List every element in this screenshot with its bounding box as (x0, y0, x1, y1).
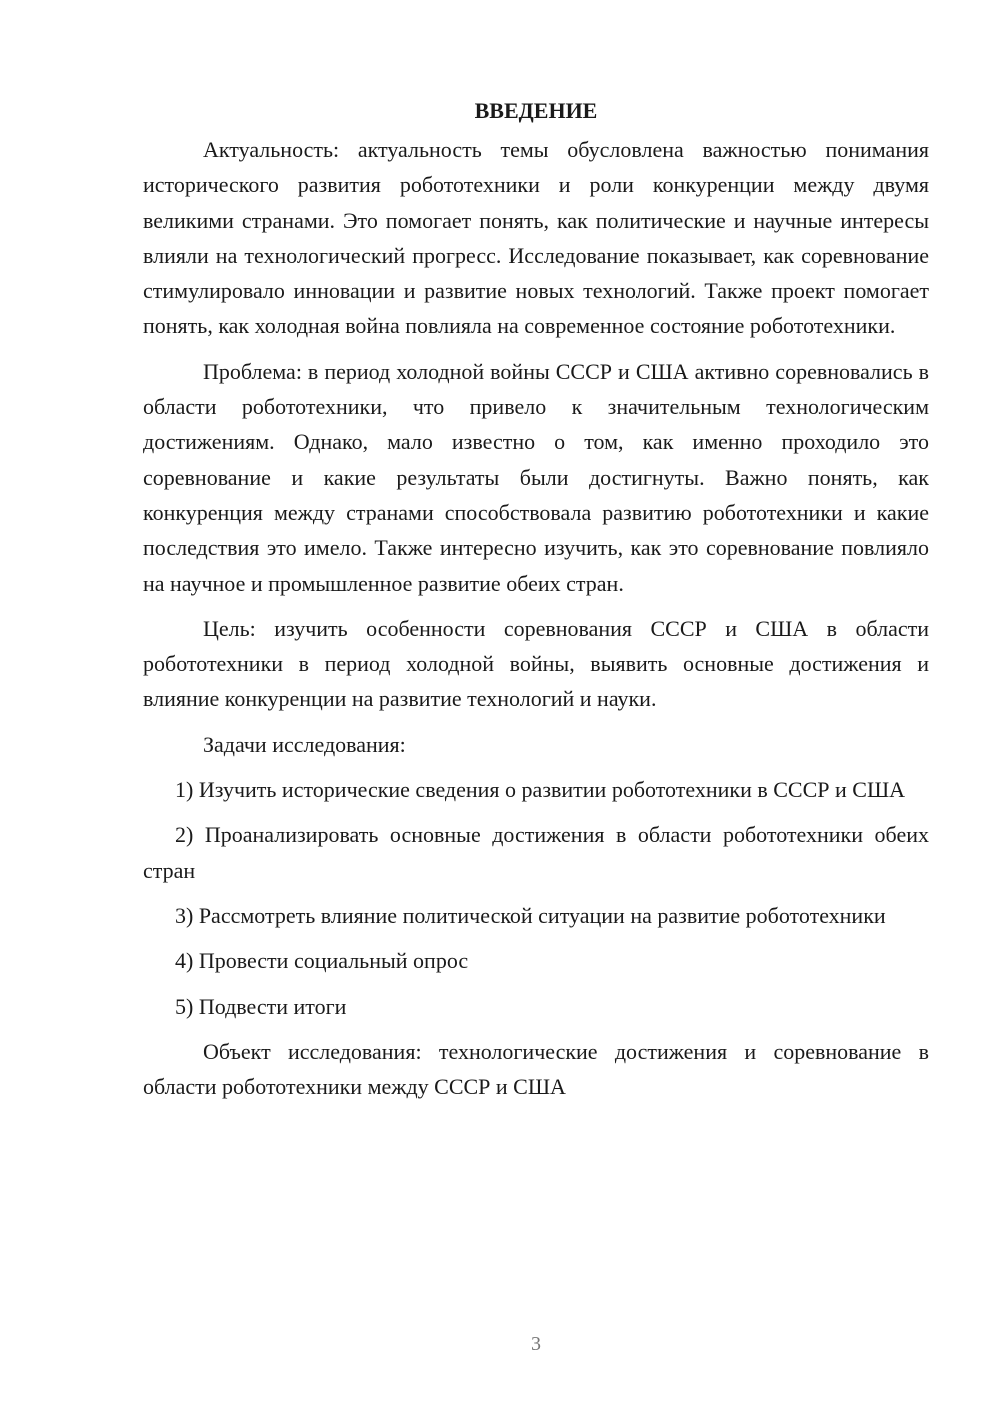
problem-paragraph: Проблема: в период холодной войны СССР и США активно соревновались в области робототехники, что привело к значительным технологическим достижениям. Однако, мало известно о том, как именно проходило это соревнование и какие результаты были достигнуты. Важно понять, как конкуренция между странами способствовала развитию робототехники и какие последствия это имело. Также интересно изучить, как это соревнование повлияло на научное и промышленное развитие обеих стран. (143, 358, 929, 596)
relevance-paragraph: Актуальность: актуальность темы обусловлена важностью понимания исторического развития робототехники и роли конкуренции между двумя великими странами. Это помогает понять, как политические и научные интересы влияли на технологический прогресс. Исследование показывает, как соревнование стимулировало инновации и развитие новых технологий. Также проект помогает понять, как холодная война повлияла на современное состояние робототехники. (143, 137, 929, 339)
task-item-4: 4) Провести социальный опрос (175, 948, 469, 974)
task-item-1: 1) Изучить исторические сведения о развитии робототехники в СССР и США (175, 777, 906, 803)
task-item-3: 3) Рассмотреть влияние политической ситуации на развитие робототехники (175, 902, 886, 928)
task-item-5: 5) Подвести итоги (175, 993, 347, 1019)
page-number: 3 (531, 1333, 541, 1355)
goal-paragraph: Цель: изучить особенности соревнования СССР и США в области робототехники в период холодной войны, выявить основные достижения и влияние конкуренции на развитие технологий и науки. (143, 615, 929, 712)
task-item-2: 2) Проанализировать основные достижения в области робототехники обеих стран (143, 822, 929, 883)
object-paragraph: Объект исследования: технологические достижения и соревнование в области робототехники между СССР и США (143, 1038, 929, 1100)
tasks-title: Задачи исследования: (203, 731, 406, 757)
section-heading: ВВЕДЕНИЕ (474, 98, 598, 123)
document-page (143, 93, 929, 1114)
